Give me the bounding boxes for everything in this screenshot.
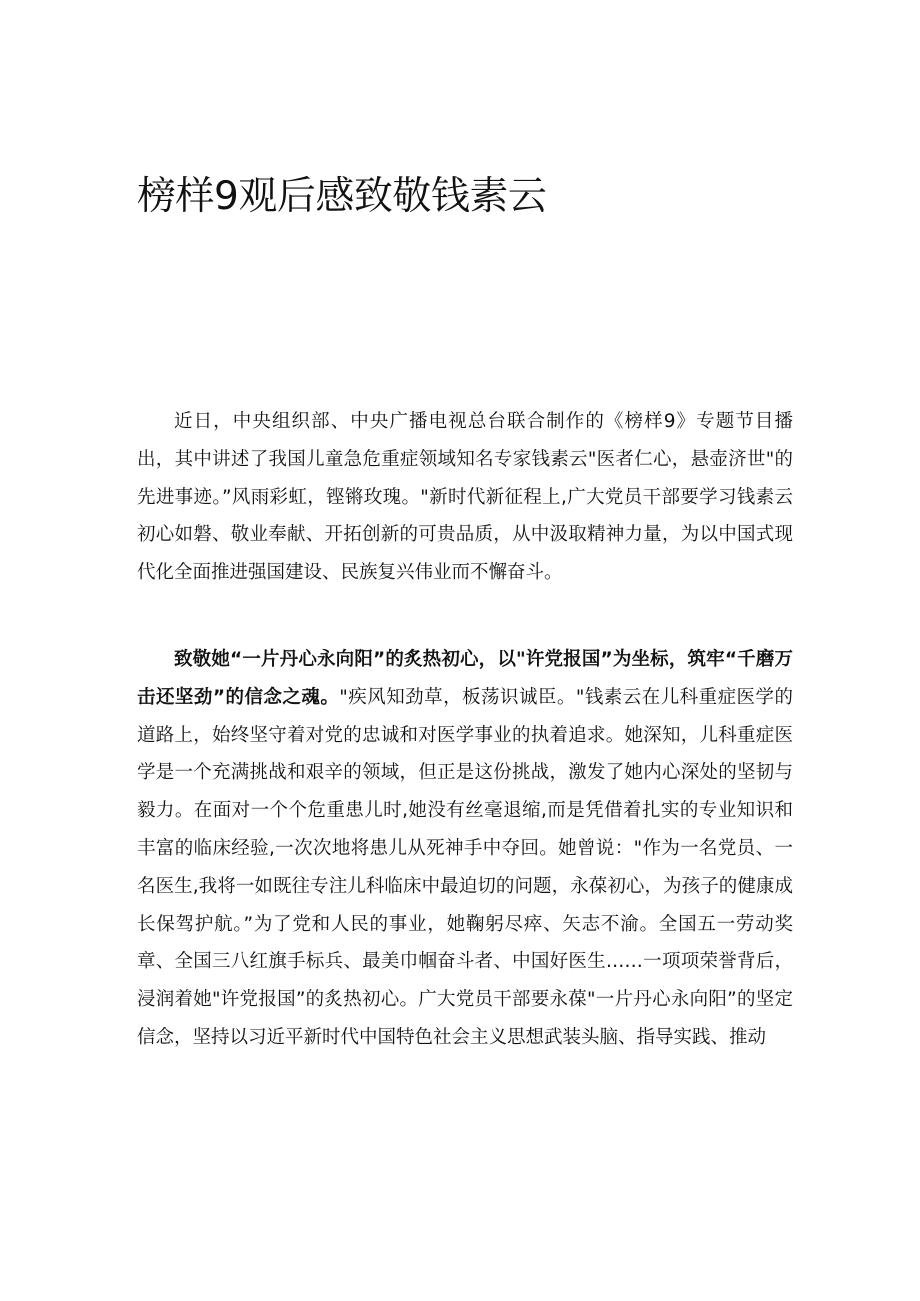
- document-title: 榜样9观后感致敬钱素云: [137, 174, 547, 219]
- paragraph-lead-heading: 致敬她“一片丹心永向阳”的炙热初心，以"许党报国”为坐标，筑牢“千磨万击还坚劲”的信念之魂。: [137, 649, 793, 708]
- paragraph-intro: 近日，中央组织部、中央广播电视总台联合制作的《榜样9》专题节目播出，其中讲述了我国儿童急危重症领域知名专家钱素云"医者仁心，悬壶济世"的先进事迹。”风雨彩虹，铿锵玫瑰。"新时代新征程上,广大党员干部要学习钱素云初心如磐、敬业奉献、开拓创新的可贵品质，从中汲取精神力量，为以中国式现代化全面推进强国建设、民族复兴伟业而不懈奋斗。: [137, 411, 793, 584]
- paragraph-body: "疾风知劲草，板荡识诚臣。"钱素云在儿科重症医学的道路上，始终坚守着对党的忠诚和对医学事业的执着追求。她深知，儿科重症医学是一个充满挑战和艰辛的领域，但正是这份挑战，激发了她内心深处的坚韧与毅力。在面对一个个危重患儿时,她没有丝毫退缩,而是凭借着扎实的专业知识和丰富的临床经验,一次次地将患儿从死神手中夺回。她曾说："作为一名党员、一名医生,我将一如既往专注儿科临床中最迫切的问题，永葆初心，为孩子的健康成长保驾护航。”为了党和人民的事业，她鞠躬尽瘁、矢志不渝。全国五一劳动奖章、全国三八红旗手标兵、最美巾帼奋斗者、中国好医生……一项项荣誉背后，浸润着她"许党报国”的炙热初心。广大党员干部要永葆"一片丹心永向阳”的坚定信念，坚持以习近平新时代中国特色社会主义思想武装头脑、指导实践、推动: [137, 686, 793, 1048]
- paragraph-section-1: [137, 641, 793, 1057]
